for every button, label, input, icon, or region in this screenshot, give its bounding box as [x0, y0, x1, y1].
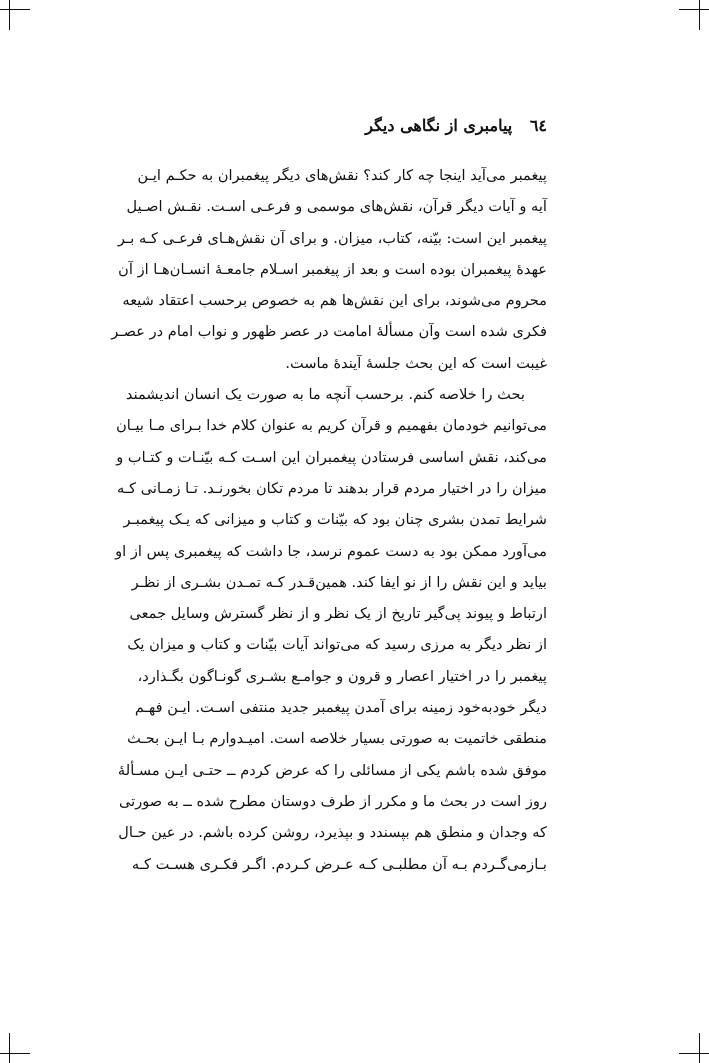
- text-line: پیغمبر می‌آید اینجا چه کار کند؟ نقش‌های دیگر پیغمبران به حکـم ایـن: [137, 167, 547, 184]
- text-line: بیاید و این نقش را از نو ایفا کند. همین‌قـدر کـه تمـدن بشـری از نظـر: [131, 573, 547, 591]
- crop-mark-bottom-right-h: [679, 1053, 709, 1054]
- text-line: پیغمبر این است: بیّنه، کتاب، میزان. و برای آن نقش‌هـای فرعـی کـه بـر: [117, 229, 547, 247]
- crop-mark-bottom-right: [699, 1033, 700, 1063]
- text-line: عهدهٔ پیغمبران بوده است و بعد از پیغمبر اسـلام جامعـهٔ انسـان‌هـا از آن: [118, 260, 547, 278]
- text-line: موفق شده باشم یکی از مسائلی را که عرض کردم ــ حتـی ایـن مسـألهٔ: [117, 761, 547, 779]
- text-line: بحث را خلاصه کنم. برحسب آنچه ما به صورت یک انسان اندیشمند: [125, 386, 525, 404]
- text-line: پیغمبر را در اختیار اعصار و قرون و جوامـع بشـری گونـاگون بگـذارد،: [137, 667, 547, 685]
- crop-mark-bottom-left-h: [0, 1053, 30, 1054]
- text-line: روز است در بحث ما و مکرر از طرف دوستان مطرح شده ــ به صورتی: [118, 792, 547, 810]
- crop-mark-top-right-h: [679, 9, 709, 10]
- text-line: می‌کند، نقش اساسی فرستادن پیغمبران این اسـت کـه بیّنـات و کتـاب و: [116, 448, 547, 466]
- book-title: پیامبری از نگاهی دیگر: [365, 116, 513, 135]
- crop-mark-bottom-left: [9, 1033, 10, 1063]
- text-line: محروم می‌شوند، برای این نقش‌ها هم به خصوص برحسب اعتقاد شیعه: [122, 292, 547, 310]
- text-line: آیه و آیات دیگر قرآن، نقش‌های موسمی و فرعـی اسـت. نقـش اصـیل: [126, 198, 547, 216]
- text-line: ارتباط و پیوند پی‌گیر تاریخ از یک نظر و از نظر گسترش وسایل جمعی: [129, 605, 547, 623]
- text-line: بـازمی‌گـردم بـه آن مطلبـی کـه عـرض کـردم. اگـر فکـری هسـت کـه: [131, 855, 547, 873]
- text-line: می‌آورد ممکن بود به دست عموم نرسد، جا داشت که پیغمبری پس از او: [115, 542, 547, 560]
- crop-mark-top-left: [9, 0, 10, 30]
- page-number: ٦٤: [529, 116, 547, 135]
- body-text: [111, 160, 547, 880]
- text-line: منطقی خاتمیت به صورتی بسیار خلاصه است. امیـدوارم بـا ایـن بحـث: [127, 730, 547, 748]
- text-line: دیگر خودبه‌خود زمینه برای آمدن پیغمبر جدید منتفی اسـت. ایـن فهـم: [134, 699, 547, 717]
- text-line: شرایط تمدن بشری چنان بود که بیّنات و کتاب و میزانی که یـک پیغمبـر: [123, 511, 547, 529]
- text-line: می‌توانیم خودمان بفهمیم و قرآن کریم به عنوان کلام خدا بـرای مـا بیـان: [116, 417, 547, 435]
- crop-mark-top-right: [699, 0, 700, 30]
- crop-mark-top-left-h: [0, 9, 30, 10]
- text-line: از نظر دیگر به مرزی رسید که می‌تواند آیات بیّنات و کتاب و میزان یک: [127, 636, 547, 654]
- text-line: غیبت است که این بحث جلسهٔ آیندهٔ ماست.: [285, 354, 547, 372]
- text-line: فکری شده است وآن مسألهٔ امامت در عصر ظهور و نواب امام در عصـر: [111, 323, 547, 341]
- text-line: میزان را در اختیار مردم قرار بدهند تا مردم تکان بخورنـد. تـا زمـانی کـه: [117, 479, 547, 497]
- text-line: که وجدان و منطق هم بپسندد و بپذیرد، روشن کرده باشم. در عین حـال: [118, 824, 547, 842]
- running-header: [162, 116, 547, 135]
